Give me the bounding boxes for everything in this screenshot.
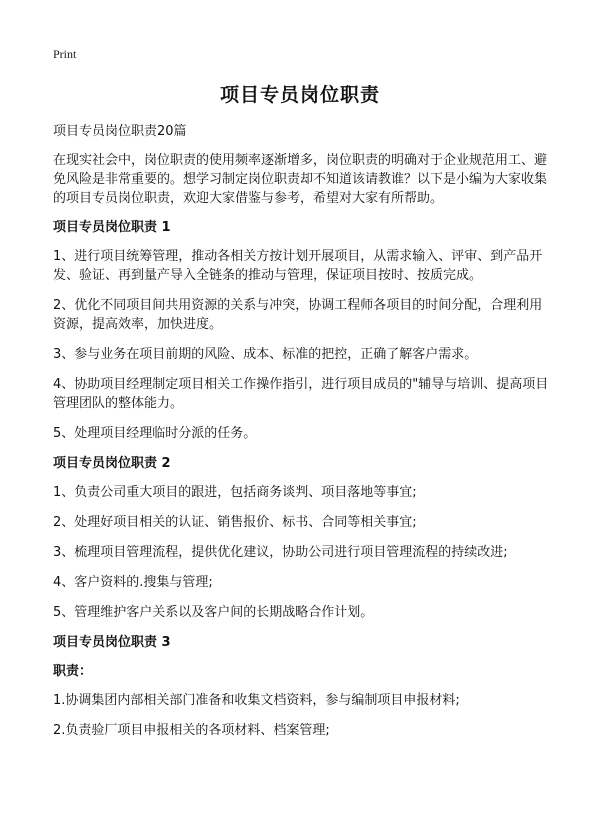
section-1: [53, 218, 553, 443]
list-item: 1、负责公司重大项目的跟进，包括商务谈判、项目落地等事宜;: [53, 485, 417, 500]
list-item: 4、协助项目经理制定项目相关工作操作指引，进行项目成员的"辅导与培训、提高项目管理团队的整体能力。: [53, 377, 549, 411]
intro-paragraph: 在现实社会中，岗位职责的使用频率逐渐增多，岗位职责的明确对于企业规范用工、避免风险是非常重要的。想学习制定岗位职责却不知道该请教谁？以下是小编为大家收集的项目专员岗位职责，欢迎大家借鉴与参考，希望对大家有所帮助。: [53, 153, 548, 206]
list-item: 3、梳理项目管理流程，提供优化建议，协助公司进行项目管理流程的持续改进;: [53, 545, 508, 560]
section-heading: 项目专员岗位职责 3: [53, 635, 171, 650]
list-item: 2.负责验厂项目申报相关的各项材料、档案管理;: [53, 723, 330, 738]
document-title: 项目专员岗位职责: [219, 84, 380, 106]
section-heading: 项目专员岗位职责 1: [53, 220, 171, 235]
document-body: [53, 122, 553, 751]
section-subheading: 职责：: [53, 664, 93, 679]
print-label: Print: [53, 47, 77, 61]
list-item: 2、优化不同项目间共用资源的关系与冲突，协调工程师各项目的时间分配，合理利用资源，提高效率，加快进度。: [53, 298, 543, 332]
section-3: [53, 633, 553, 740]
list-item: 1.协调集团内部相关部门准备和收集文档资料，参与编制项目申报材料;: [53, 693, 460, 708]
list-item: 2、处理好项目相关的认证、销售报价、标书、合同等相关事宜;: [53, 515, 417, 530]
list-item: 5、处理项目经理临时分派的任务。: [53, 426, 257, 441]
section-2: [53, 454, 553, 622]
list-item: 4、客户资料的.搜集与管理;: [53, 575, 213, 590]
section-heading: 项目专员岗位职责 2: [53, 456, 171, 471]
list-item: 5、管理维护客户关系以及客户间的长期战略合作计划。: [53, 605, 374, 620]
document-subtitle: 项目专员岗位职责20篇: [53, 124, 187, 139]
list-item: 3、参与业务在项目前期的风险、成本、标准的把控，正确了解客户需求。: [53, 347, 478, 362]
list-item: 1、进行项目统筹管理，推动各相关方按计划开展项目，从需求输入、评审、到产品开发、验证、再到量产导入全链条的推动与管理，保证项目按时、按质完成。: [53, 249, 543, 283]
